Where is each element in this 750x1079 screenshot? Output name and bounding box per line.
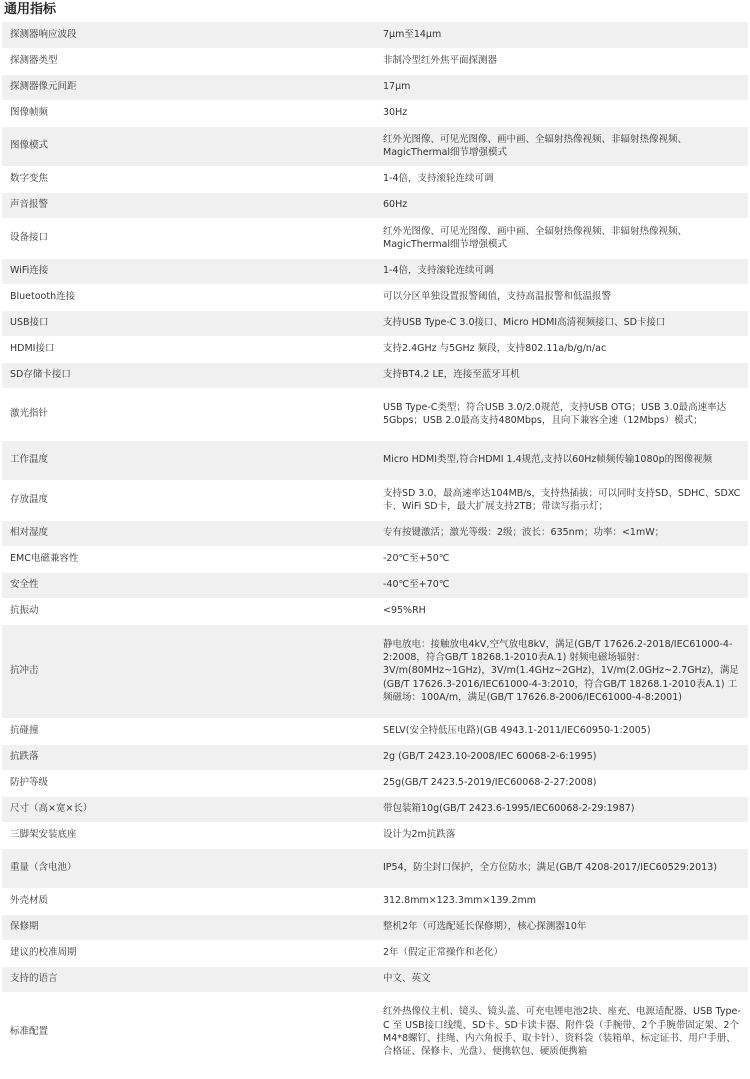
table-row	[2, 914, 748, 940]
spec-value: 红外光图像、可见光图像、画中画、全辐射热像视频、非辐射热像视频、MagicThermal细节增强模式	[370, 126, 748, 166]
spec-label: 尺寸（高×宽×长）	[2, 796, 370, 822]
spec-value: 60Hz	[370, 192, 748, 218]
spec-label: 工作温度	[2, 440, 370, 480]
spec-label: 抗振动	[2, 598, 370, 624]
table-row	[2, 362, 748, 388]
spec-value: -20℃至+50℃	[370, 546, 748, 572]
table-row	[2, 126, 748, 166]
spec-value: 红外光图像、可见光图像、画中画、全辐射热像视频、非辐射热像视频、MagicThermal细节增强模式	[370, 218, 748, 258]
table-row	[2, 336, 748, 362]
spec-value: USB Type-C类型；符合USB 3.0/2.0规范，支持USB OTG；USB 3.0最高速率达5Gbps；USB 2.0最高支持480Mbps，且向下兼容全速（12Mbps）模式；	[370, 388, 748, 440]
spec-label: 安全性	[2, 572, 370, 598]
spec-label: 抗跌落	[2, 744, 370, 770]
table-row	[2, 166, 748, 192]
spec-label: Bluetooth连接	[2, 284, 370, 310]
spec-label: 探测器类型	[2, 48, 370, 74]
table-row	[2, 520, 748, 546]
table-row	[2, 624, 748, 718]
spec-label: USB接口	[2, 310, 370, 336]
spec-label: HDMI接口	[2, 336, 370, 362]
spec-value: 2g (GB/T 2423.10-2008/IEC 60068-2-6:1995)	[370, 744, 748, 770]
table-row	[2, 744, 748, 770]
spec-value: 17μm	[370, 74, 748, 100]
table-row	[2, 822, 748, 848]
spec-label: 激光指针	[2, 388, 370, 440]
spec-value: 专有按键激活；激光等级：2级；波长：635nm；功率：<1mW；	[370, 520, 748, 546]
spec-value: SELV(安全特低压电路)(GB 4943.1-2011/IEC60950-1:2005)	[370, 718, 748, 744]
spec-label: 相对湿度	[2, 520, 370, 546]
spec-value: 支持SD 3.0，最高速率达104MB/s，支持热插拔；可以同时支持SD、SDHC、SDXC卡、WiFi SD卡，最大扩展支持2TB；带读写指示灯；	[370, 480, 748, 520]
spec-value: 1-4倍，支持滚轮连续可调	[370, 258, 748, 284]
table-row	[2, 192, 748, 218]
spec-label: 数字变焦	[2, 166, 370, 192]
spec-value: 7μm至14μm	[370, 22, 748, 48]
table-row	[2, 546, 748, 572]
spec-label: 三脚架安装底座	[2, 822, 370, 848]
section-title: 通用指标	[4, 2, 57, 17]
spec-value: -40℃至+70℃	[370, 572, 748, 598]
spec-value: 支持2.4GHz 与5GHz 频段，支持802.11a/b/g/n/ac	[370, 336, 748, 362]
spec-label: 建议的校准周期	[2, 940, 370, 966]
table-row	[2, 440, 748, 480]
spec-value: 整机2年（可选配延长保修期），核心探测器10年	[370, 914, 748, 940]
table-row	[2, 796, 748, 822]
spec-label: SD存储卡接口	[2, 362, 370, 388]
spec-value: 中文、英文	[370, 966, 748, 992]
table-row	[2, 848, 748, 888]
spec-table-body	[2, 22, 748, 1072]
table-row	[2, 888, 748, 914]
spec-value: IP54，防尘封口保护，全方位防水；满足(GB/T 4208-2017/IEC60529:2013)	[370, 848, 748, 888]
spec-label: 支持的语言	[2, 966, 370, 992]
spec-value: Micro HDMI类型,符合HDMI 1.4规范,支持以60Hz帧频传输1080p的图像视频	[370, 440, 748, 480]
table-row	[2, 770, 748, 796]
spec-label: WiFi连接	[2, 258, 370, 284]
spec-value: <95%RH	[370, 598, 748, 624]
table-row	[2, 572, 748, 598]
spec-value: 支持USB Type-C 3.0接口、Micro HDMI高清视频接口、SD卡接口	[370, 310, 748, 336]
spec-value: 30Hz	[370, 100, 748, 126]
table-row	[2, 992, 748, 1072]
table-row	[2, 388, 748, 440]
spec-label: 抗冲击	[2, 624, 370, 718]
table-row	[2, 598, 748, 624]
spec-label: 防护等级	[2, 770, 370, 796]
spec-label: 存放温度	[2, 480, 370, 520]
spec-label: EMC电磁兼容性	[2, 546, 370, 572]
spec-label: 标准配置	[2, 992, 370, 1072]
spec-value: 红外热像仪主机、镜头、镜头盖、可充电锂电池2块、座充、电源适配器、USB Type-C 至 USB接口线缆、SD卡、SD卡读卡器、附件袋（手腕带、2个手腕带固定架、2个M4*8螺钉、挂绳、内六角扳手、取卡针）、资料袋（装箱单、标定证书、用户手册、合格证、保修卡、光盘）、便携软包、硬质便携箱	[370, 992, 748, 1072]
spec-label: 声音报警	[2, 192, 370, 218]
spec-value: 设计为2m抗跌落	[370, 822, 748, 848]
spec-label: 探测器像元间距	[2, 74, 370, 100]
table-row	[2, 284, 748, 310]
spec-label: 抗碰撞	[2, 718, 370, 744]
table-row	[2, 718, 748, 744]
spec-label: 图像帧频	[2, 100, 370, 126]
table-row	[2, 100, 748, 126]
table-row	[2, 258, 748, 284]
spec-label: 探测器响应波段	[2, 22, 370, 48]
table-row	[2, 48, 748, 74]
table-row	[2, 22, 748, 48]
spec-value: 支持BT4.2 LE，连接至蓝牙耳机	[370, 362, 748, 388]
spec-value: 可以分区单独设置报警阈值，支持高温报警和低温报警	[370, 284, 748, 310]
table-row	[2, 940, 748, 966]
spec-value: 带包装箱10g(GB/T 2423.6-1995/IEC60068-2-29:1987)	[370, 796, 748, 822]
table-row	[2, 966, 748, 992]
table-row	[2, 74, 748, 100]
spec-label: 图像模式	[2, 126, 370, 166]
spec-value: 25g(GB/T 2423.5-2019/IEC60068-2-27:2008)	[370, 770, 748, 796]
spec-label: 设备接口	[2, 218, 370, 258]
table-row	[2, 218, 748, 258]
spec-label: 重量（含电池）	[2, 848, 370, 888]
spec-table	[2, 22, 748, 1073]
spec-value: 1-4倍，支持滚轮连续可调	[370, 166, 748, 192]
spec-value: 2年（假定正常操作和老化）	[370, 940, 748, 966]
spec-value: 非制冷型红外焦平面探测器	[370, 48, 748, 74]
table-row	[2, 480, 748, 520]
spec-value: 312.8mm×123.3mm×139.2mm	[370, 888, 748, 914]
spec-label: 保修期	[2, 914, 370, 940]
spec-label: 外壳材质	[2, 888, 370, 914]
table-row	[2, 310, 748, 336]
spec-value: 静电放电：接触放电4kV,空气放电8kV，满足(GB/T 17626.2-2018/IEC61000-4-2:2008，符合GB/T 18268.1-2010表A.1) 射频电磁场辐射：3V/m(80MHz~1GHz)，3V/m(1.4GHz~2GHz)，1V/m(2.0GHz~2.7GHz)，满足(GB/T 17626.3-2016/IEC61000-4-3:2010，符合GB/T 18268.1-2010表A.1) 工频磁场：100A/m，满足(GB/T 17626.8-2006/IEC61000-4-8:2001)	[370, 624, 748, 718]
